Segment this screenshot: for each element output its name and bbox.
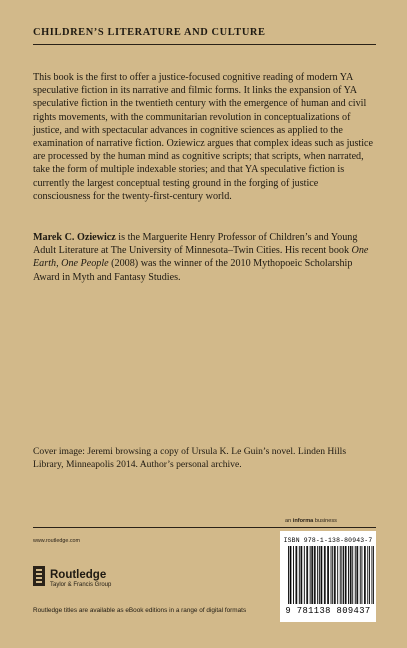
barcode-bar <box>317 546 318 604</box>
ebook-availability-note: Routledge titles are available as eBook editions in a range of digital formats <box>33 607 247 614</box>
barcode-bar <box>369 546 370 604</box>
barcode-bar <box>355 546 356 604</box>
barcode-bar <box>306 546 307 604</box>
barcode-bar <box>288 546 289 604</box>
barcode-bar <box>341 546 342 604</box>
barcode-bar <box>324 546 325 604</box>
series-title: CHILDREN’S LITERATURE AND CULTURE <box>33 27 266 38</box>
barcode-bar <box>337 546 338 604</box>
isbn-barcode <box>280 531 376 622</box>
barcode-bar <box>291 546 292 604</box>
barcode-bar <box>348 546 349 604</box>
publisher-group: Taylor & Francis Group <box>50 582 112 588</box>
author-bio-text-2: (2008) was the winner of the 2010 Mythopoeic Scholarship Award in Myth and Fantasy Studies. <box>33 258 353 283</box>
author-name: Marek C. Oziewicz <box>33 232 116 243</box>
barcode-bar <box>357 546 358 604</box>
barcode-bar <box>299 546 300 604</box>
barcode-bar <box>373 546 374 604</box>
publisher-url[interactable]: www.routledge.com <box>33 538 81 544</box>
barcode-bar <box>352 546 353 604</box>
bottom-rule <box>33 527 376 528</box>
barcode-bar <box>364 546 365 604</box>
barcode-bar <box>334 546 335 604</box>
barcode-bar <box>310 546 311 604</box>
isbn-label: ISBN 978-1-138-80943-7 <box>283 537 373 544</box>
barcode-bar <box>319 546 320 604</box>
book-description: This book is the first to offer a justice-focused cognitive reading of modern YA speculative fiction in its narrative and filmic forms. It links the expansion of YA speculative fiction in the twentieth century with the emergence of human and civil rights movements, with the communitarian revolution in conceptualizations of justice, and with spectacular advances in cognitive sciences as applied to the examination of narrative fiction. Oziewicz argues that complex ideas such as justice are processed by the human mind as cognitive scripts; that scripts, when narrated, take the form of multiple indexable stories; and that YA speculative fiction is currently the largest conceptual testing ground in the forging of justice consciousness for the twenty-first-century world. <box>33 72 374 202</box>
barcode-bar <box>371 546 372 604</box>
barcode-bar <box>311 546 312 604</box>
author-bio <box>33 231 378 284</box>
barcode-bar <box>290 546 291 604</box>
barcode-bar <box>345 546 346 604</box>
barcode-bar <box>332 546 333 604</box>
barcode-bar <box>367 546 368 604</box>
barcode-bar <box>307 546 308 604</box>
informa-business-tagline <box>285 518 337 524</box>
barcode-bar <box>350 546 351 604</box>
cover-image-credit: Cover image: Jeremi browsing a copy of Ursula K. Le Guin’s novel. Linden Hills Library, Minneapolis 2014. Author’s personal archive. <box>33 446 347 470</box>
informa-suffix: business <box>313 518 337 524</box>
author-bio-text-1: is the Marguerite Henry Professor of Children’s and Young Adult Literature at The University of Minnesota–Twin Cities. His recent book <box>33 232 358 257</box>
barcode-bars <box>288 546 374 604</box>
barcode-bar <box>328 546 329 604</box>
author-book-title: One Earth, One People <box>33 245 369 270</box>
barcode-bar <box>314 546 315 604</box>
barcode-bar <box>331 546 332 604</box>
informa-brand: informa <box>292 518 314 524</box>
informa-prefix: an <box>285 518 293 524</box>
top-rule <box>33 44 376 45</box>
barcode-bar <box>356 546 357 604</box>
barcode-bar <box>304 546 305 604</box>
barcode-bar <box>296 546 297 604</box>
barcode-bar <box>296 546 297 604</box>
barcode-bar <box>321 546 322 604</box>
barcode-bar <box>335 546 336 604</box>
barcode-bar <box>327 546 328 604</box>
barcode-bar <box>315 546 316 604</box>
publisher-name: Routledge <box>50 569 107 581</box>
barcode-bar <box>301 546 302 604</box>
barcode-bar <box>351 546 352 604</box>
barcode-bar <box>312 546 313 604</box>
isbn-number: 9 781138 809437 <box>285 606 371 616</box>
barcode-bar <box>340 546 341 604</box>
barcode-bar <box>325 546 326 604</box>
barcode-bar <box>293 546 294 604</box>
barcode-bar <box>321 546 322 604</box>
barcode-bar <box>365 546 366 604</box>
barcode-bar <box>361 546 362 604</box>
barcode-bar <box>343 546 344 604</box>
barcode-bar <box>360 546 361 604</box>
routledge-logo-icon <box>33 566 45 586</box>
barcode-bar <box>346 546 347 604</box>
barcode-bar <box>301 546 302 604</box>
